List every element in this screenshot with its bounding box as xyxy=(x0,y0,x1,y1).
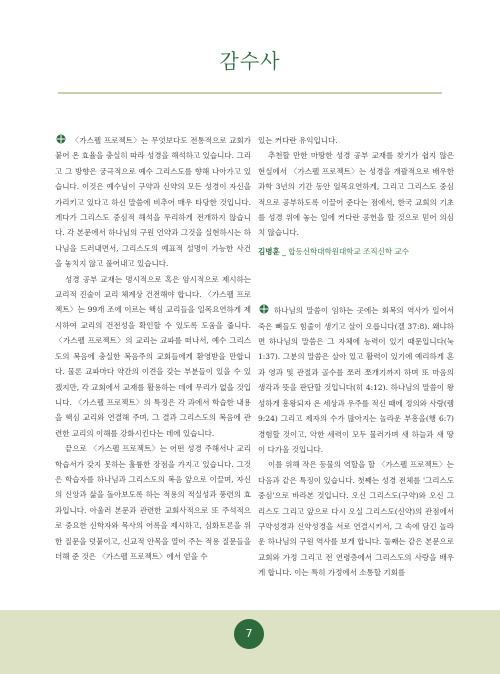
left-column xyxy=(55,133,251,564)
author-credit xyxy=(258,244,454,259)
paragraph: 추천할 만한 마땅한 성경 공부 교재를 찾기가 쉽지 않은 현실에서 〈가스펠 프로젝트〉는 성경을 개괄적으로 배우한 과학 3년의 기간 동안 일목요연하게, 그리고 그리스도 중심적으로 공부하도록 이끌어 준다는 점에서, 한국 교회의 기초를 성경 위에 놓는 일에 커다란 공헌을 할 것으로 믿어 의심치 않습니다. xyxy=(258,151,454,238)
leaf-icon xyxy=(258,304,270,314)
author-role: _ 합동신학대학원대학교 조직신학 교수 xyxy=(282,246,409,256)
paragraph: 있는 커다란 유익입니다. xyxy=(258,136,338,145)
page-number: 7 xyxy=(234,619,264,649)
paragraph: 하나님의 말씀이 임하는 곳에는 회복의 역사가 일어서 죽은 뼈들도 힘줄이 생기고 살이 오릅니다(겔 37:8). 왜냐하면 하나님의 말씀은 그 자체에 능력이 있기 때문입니다(눅 1:37). 그분의 말씀은 살아 있고 활력이 있기에 예리하게 혼과 영과 및 관절과 골수를 쪼러 쪼개기까지 하며 또 마음의 생각과 뜻을 판단할 것입니다(히 4:12). 하나님의 말씀이 왕성하게 흥왕되자 온 세상과 우주를 적신 때에 정의와 사랑(렘 9:24) 그리고 제자의 수가 많아지는 놀라운 부흥을(행 6:7) 경험할 것이고, 악한 세력이 모두 물러가며 새 하늘과 새 땅이 다가올 것입니다. xyxy=(258,306,454,454)
paragraph: 이를 위해 작은 동물의 역할을 할 〈가스펠 프로젝트〉는 다음과 같은 특징이 있습니다. 첫째는 성경 전체를 '그리스도 중심'으로 바라본 것입니다. 오신 그리스도(구약)와 오신 그리스도 그리고 앞으로 다시 오실 그리스도(신약)의 관점에서 구약성경과 신약성경을 서로 연결시키서, 그 속에 담긴 놀라운 하나님의 구원 역사를 보게 합니다. 둘째는 같은 본문으로 교회와 가정 그리고 전 연령층에서 그리스도의 사랑을 배우게 합니다. 이는 특히 가정에서 소통할 기회를 xyxy=(258,460,454,578)
title-divider xyxy=(58,92,442,94)
page-title: 감수사 xyxy=(219,49,281,73)
paragraph: 끝으로 〈가스펠 프로젝트〉는 어떤 성경 주해서나 교리 학습서가 갖지 못하는 훌륭한 장점을 가지고 있습니다. 그것은 학습자를 하나님과 그리스도의 복음 앞으로 이끌며, 자신의 신앙과 삶을 돌아보도록 하는 적용의 적실성과 풍련의 효과입니다. 아울러 본문과 관련한 교회사적으로 또 주석적으로 중요한 신학자와 목사의 어록을 제시하고, 심화토론을 위한 질문을 덧붙이고, 신교적 안목을 열어 주는 적용 질문들을 더해 준 것은 〈가스펠 프로젝트〉에서 얻을 수 xyxy=(55,444,251,561)
author-name: 김병훈 xyxy=(258,246,280,256)
leaf-icon xyxy=(55,134,67,144)
paragraph: 〈가스펠 프로젝트〉는 무엇보다도 전통적으로 교회가 붙어 온 효율을 충실히 따라 성경을 해석하고 있습니다. 그리고 그 방향은 궁극적으로 예수 그리스도를 향해 나아가고 있습니다. 이것은 예수님이 구약과 신약의 모든 성경이 자신을 가리키고 있다고 하신 말씀에 비추어 매우 타당한 것입니다. 게다가 그리스도 중심적 해석을 무리하게 전개하지 않습니다. 각 본문에서 하나님의 구원 언약과 그것을 실현하시는 하나님을 드러내면서, 그리스도의 예표적 설명이 가능한 사건을 놓치지 않고 풀어내고 있습니다. xyxy=(55,136,251,269)
right-column xyxy=(258,133,454,581)
paragraph: 성경 공부 교재는 명시적으로 혹은 암시적으로 제시하는 교리적 진술이 교리 체계상 건전해야 합니다. 〈가스펠 프로젝트〉는 99개 조에 이르는 핵심 교리들을 일목요연하게 제시하여 교리의 건전성을 확인할 수 있도록 도움을 줍니다. 〈가스펠 프로젝트〉의 교리는 교파를 떠나서, 예수 그리스도의 복음에 충실한 복음주의 교회들에게 환영받을 만합니다. 물론 교파마다 약간의 이견을 갖는 부분들이 있을 수 있겠지만, 각 교회에서 교재를 활용하는 데에 무리가 없을 것입니다. 〈가스펠 프로젝트〉의 특징은 각 과에서 학습한 내용을 핵심 교리와 연결해 주며, 그 결과 그리스도의 복음에 관련한 교리의 이해를 강화시킨다는 데에 있습니다. xyxy=(55,274,251,438)
section-gap xyxy=(258,259,454,303)
